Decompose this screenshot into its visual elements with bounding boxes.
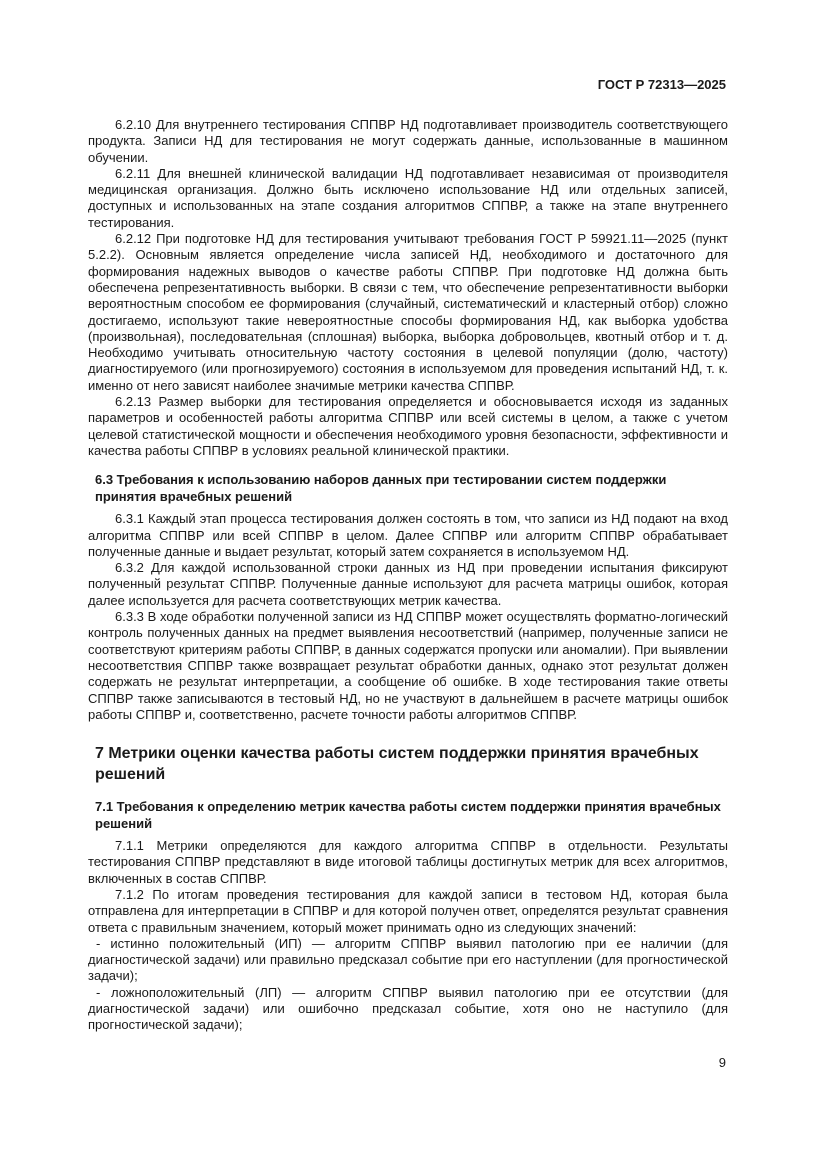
paragraph-6-3-1: 6.3.1 Каждый этап процесса тестирования должен состоять в том, что записи из НД подают на вход алгоритма СППВР или всей СППВР в целом. Далее СППВР или алгоритм СППВР обрабатывает полученные данные и выдает результат, который затем сохраняется в используемом НД. <box>88 511 728 559</box>
paragraph-6-2-10: 6.2.10 Для внутреннего тестирования СППВР НД подготавливает производитель соответствующего продукта. Записи НД для тестирования не могут содержать данные, использованные в машинном обучении. <box>88 117 728 165</box>
paragraph-6-3-3: 6.3.3 В ходе обработки полученной записи из НД СППВР может осуществлять форматно-логический контроль полученных данных на предмет выявления несоответствий (например, полученные записи не соответствуют критериям работы СППВР, в данных содержатся пропуски или аномалии). При выявлении несоответствия СППВР также возвращает результат обработки данных, однако этот результат должен содержать не результат интерпретации, а сообщение об ошибке. В ходе тестирования такие ответы СППВР также записываются в тестовый НД, но не участвуют в дальнейшем в расчете матрицы ошибок работы СППВР и, соответственно, расчете точности работы алгоритмов СППВР. <box>88 609 728 722</box>
paragraph-6-2-13: 6.2.13 Размер выборки для тестирования определяется и обосновывается исходя из заданных параметров и особенностей работы алгоритма СППВР или всей системы в целом, а также с учетом целевой статистической мощности и обеспечения необходимого уровня безопасности, эффективности и качества работы СППВР в условиях реальной клинической практики. <box>88 394 728 458</box>
paragraph-7-1-2: 7.1.2 По итогам проведения тестирования для каждой записи в тестовом НД, которая была отправлена для интерпретации в СППВР и для которой получен ответ, определятся результат сравнения ответа с правильным значением, который может принимать одно из следующих значений: <box>88 886 728 935</box>
list-item-false-positive: - ложноположительный (ЛП) — алгоритм СППВР выявил патологию при ее отсутствии (для диагностической задачи) или ошибочно предсказал событие, хотя оно не наступило (для прогностической задачи); <box>88 984 728 1033</box>
document-header: ГОСТ Р 72313—2025 <box>597 77 726 92</box>
page-number: 9 <box>718 1055 726 1070</box>
paragraph-6-2-11: 6.2.11 Для внешней клинической валидации НД подготавливает независимая от производителя медицинская организация. Должно быть исключено использование НД или отдельных записей, доступных и использованных на этапе создания алгоритмов СППВР, а также на этапе внутреннего тестирования. <box>88 165 728 230</box>
section-7-heading: 7 Метрики оценки качества работы систем поддержки принятия врачебных решений <box>95 745 699 783</box>
section-7-1-heading: 7.1 Требования к определению метрик качества работы систем поддержки принятия врачебных решений <box>95 799 721 831</box>
paragraph-6-2-12: 6.2.12 При подготовке НД для тестирования учитывают требования ГОСТ Р 59921.11—2025 (пункт 5.2.2). Основным является определение числа записей НД, необходимого и достаточного для формирования надежных выводов о качестве работы СППВР. При подготовке НД должна быть обеспечена репрезентативность выборки. В связи с тем, что обеспечение репрезентативности выборки вероятностным способом ее формирования (случайный, систематический и кластерный отбор) сложно достигаемо, используют такие невероятностные способы формирования НД, как выборка удобства (произвольная), последовательная (сплошная) выборка, выборка добровольцев, квотный отбор и т. д. Необходимо учитывать относительную частоту состояния в целевой популяции (долю, частоту) диагностируемого (или прогнозируемого) состояния в используемом для проведения испытаний НД, т. к. именно от него зависят наиболее значимые метрики качества СППВР. <box>88 231 728 393</box>
list-item-true-positive: - истинно положительный (ИП) — алгоритм СППВР выявил патологию при ее наличии (для диагностической задачи) или правильно предсказал событие при его наступлении (для прогностической задачи); <box>88 935 728 984</box>
paragraph-7-1-1: 7.1.1 Метрики определяются для каждого алгоритма СППВР в отдельности. Результаты тестирования СППВР представляют в виде итоговой таблицы достигнутых метрик для всех алгоритмов, включенных в состав СППВР. <box>88 838 728 886</box>
page-content <box>88 117 728 1034</box>
section-6-3-heading: 6.3 Требования к использованию наборов данных при тестировании систем поддержки принятия врачебных решений <box>95 472 667 504</box>
paragraph-6-3-2: 6.3.2 Для каждой использованной строки данных из НД при проведении испытания фиксируют полученный результат СППВР. Полученные данные используют для расчета матрицы ошибок, которая далее используется для расчета соответствующих метрик качества. <box>88 560 728 608</box>
